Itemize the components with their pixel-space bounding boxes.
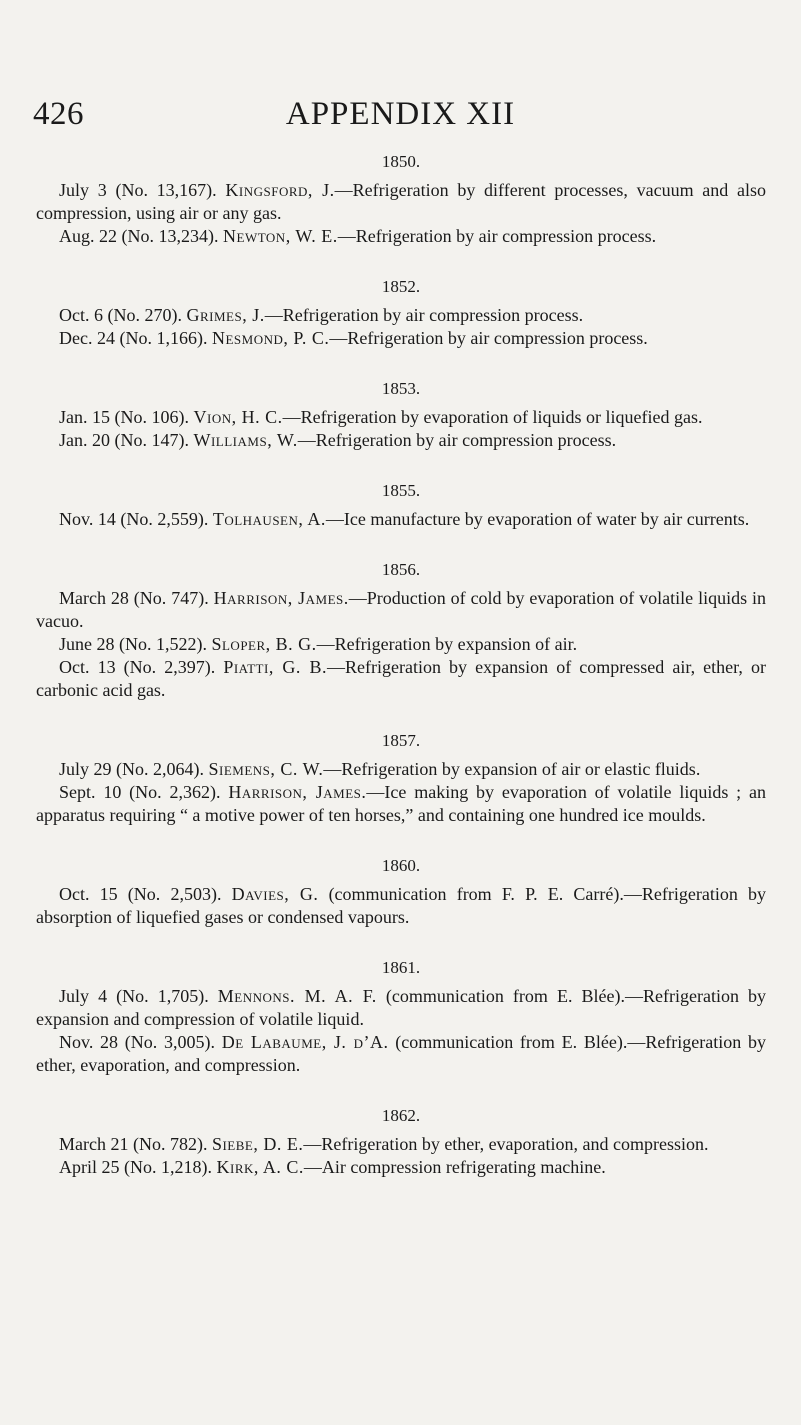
patent-date: March 28 (No. 747). [59, 588, 209, 608]
patent-description: —Refrigeration by evaporation of liquids or liquefied gas. [282, 407, 703, 427]
patent-date: July 4 (No. 1,705). [59, 986, 209, 1006]
patentee-name: Harrison, James. [228, 782, 367, 802]
year-section [36, 956, 766, 1077]
page-number: 426 [33, 96, 84, 132]
patent-description: —Refrigeration by air compression process. [297, 430, 617, 450]
patent-description: —Ice manufacture by evaporation of water by air currents. [325, 509, 750, 529]
patent-description: —Refrigeration by expansion of compressed air, ether, or carbonic acid gas. [36, 657, 767, 700]
year-heading: 1857. [381, 731, 421, 750]
patent-entry [36, 1156, 766, 1179]
patent-date: Jan. 20 (No. 147). [59, 430, 189, 450]
year-section [36, 729, 766, 827]
patentee-name: De Labaume, J. d’A. [221, 1032, 389, 1052]
patent-date: Oct. 6 (No. 270). [59, 305, 182, 325]
patentee-name: Kirk, A. C. [216, 1157, 304, 1177]
patent-description: —Ice making by evaporation of volatile liquids ; an apparatus requiring “ a motive power of ten horses,” and containing one hundred ice moulds. [36, 782, 767, 825]
patentee-name: Davies, G. [231, 884, 319, 904]
year-section [36, 558, 766, 702]
patent-date: June 28 (No. 1,522). [59, 634, 207, 654]
patent-entry [36, 508, 766, 531]
patentee-name: Tolhausen, A. [212, 509, 326, 529]
patentee-name: Kingsford, J. [225, 180, 335, 200]
patent-date: Oct. 15 (No. 2,503). [59, 884, 222, 904]
year-heading: 1852. [381, 277, 421, 296]
patentee-name: Piatti, G. B. [223, 657, 327, 677]
year-section [36, 150, 766, 248]
patent-list [36, 150, 766, 1206]
year-heading: 1855. [381, 481, 421, 500]
year-section [36, 377, 766, 452]
patentee-name: Mennons. M. A. F. [217, 986, 377, 1006]
patent-entry [36, 985, 766, 1031]
patent-date: March 21 (No. 782). [59, 1134, 208, 1154]
patent-entry [36, 883, 766, 929]
patent-description: —Refrigeration by expansion of air or elastic fluids. [323, 759, 701, 779]
patent-entry [36, 304, 766, 327]
patentee-name: Grimes, J. [186, 305, 265, 325]
patent-entry [36, 1031, 766, 1077]
patentee-name: Nesmond, P. C. [211, 328, 330, 348]
patent-entry [36, 781, 766, 827]
running-head: APPENDIX XII [285, 96, 516, 132]
patent-entry [36, 429, 766, 452]
patent-date: Jan. 15 (No. 106). [59, 407, 189, 427]
patent-description: —Refrigeration by ether, evaporation, and compression. [303, 1134, 709, 1154]
page-header [33, 96, 768, 142]
patent-entry [36, 179, 766, 225]
patent-description: —Refrigeration by expansion of air. [316, 634, 578, 654]
patentee-name: Vion, H. C. [193, 407, 283, 427]
patent-entry [36, 633, 766, 656]
patentee-name: Williams, W. [193, 430, 298, 450]
patent-date: July 3 (No. 13,167). [59, 180, 217, 200]
patent-date: Aug. 22 (No. 13,234). [59, 226, 219, 246]
patent-date: July 29 (No. 2,064). [59, 759, 204, 779]
patent-date: Nov. 28 (No. 3,005). [59, 1032, 215, 1052]
year-section [36, 479, 766, 531]
patent-description: —Refrigeration by different processes, vacuum and also compression, using air or any gas. [36, 180, 766, 223]
patent-entry [36, 406, 766, 429]
patent-description: (communication from F. P. E. Carré).—Refrigeration by absorption of liquefied gases or condensed vapours. [36, 884, 766, 927]
year-heading: 1861. [381, 958, 421, 977]
year-heading: 1850. [381, 152, 421, 171]
patentee-name: Harrison, James. [213, 588, 349, 608]
year-heading: 1853. [381, 379, 421, 398]
year-section [36, 854, 766, 929]
patent-description: —Refrigeration by air compression process. [337, 226, 657, 246]
patent-entry [36, 758, 766, 781]
patentee-name: Siebe, D. E. [211, 1134, 304, 1154]
patentee-name: Newton, W. E. [223, 226, 338, 246]
patent-description: —Production of cold by evaporation of volatile liquids in vacuo. [36, 588, 767, 631]
patent-entry [36, 587, 766, 633]
patent-description: (communication from E. Blée).—Refrigeration by expansion and compression of volatile liquid. [36, 986, 767, 1029]
patent-date: Oct. 13 (No. 2,397). [59, 657, 216, 677]
patent-date: Nov. 14 (No. 2,559). [59, 509, 209, 529]
patent-description: (communication from E. Blée).—Refrigeration by ether, evaporation, and compression. [36, 1032, 766, 1075]
patent-description: —Refrigeration by air compression process. [264, 305, 584, 325]
year-heading: 1862. [381, 1106, 421, 1125]
patent-date: Sept. 10 (No. 2,362). [59, 782, 221, 802]
patent-entry [36, 225, 766, 248]
patent-date: Dec. 24 (No. 1,166). [59, 328, 208, 348]
patentee-name: Sloper, B. G. [211, 634, 317, 654]
year-section [36, 1104, 766, 1179]
patent-date: April 25 (No. 1,218). [59, 1157, 212, 1177]
year-heading: 1856. [381, 560, 421, 579]
patentee-name: Siemens, C. W. [208, 759, 324, 779]
year-heading: 1860. [381, 856, 421, 875]
patent-description: —Air compression refrigerating machine. [303, 1157, 606, 1177]
patent-entry [36, 327, 766, 350]
year-section [36, 275, 766, 350]
patent-entry [36, 656, 766, 702]
patent-entry [36, 1133, 766, 1156]
patent-description: —Refrigeration by air compression process. [329, 328, 648, 348]
